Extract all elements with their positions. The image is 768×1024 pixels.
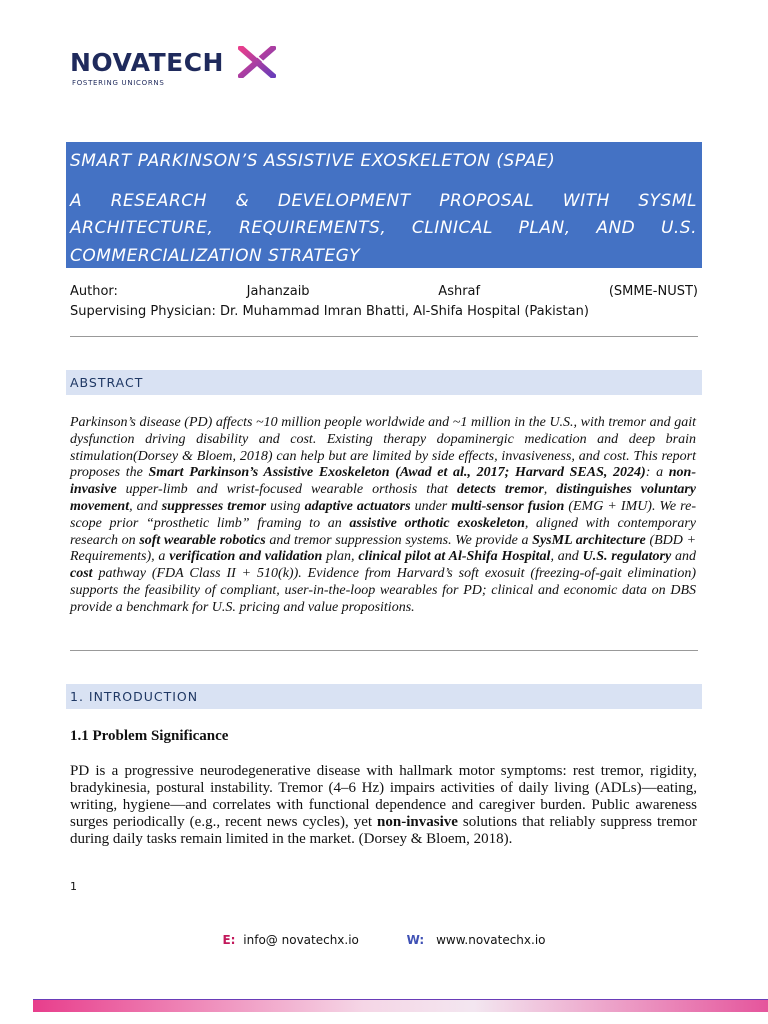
email-link[interactable]: info@ novatechx.io: [243, 933, 359, 947]
introduction-heading: 1. INTRODUCTION: [66, 684, 702, 709]
website-link[interactable]: www.novatechx.io: [436, 933, 546, 947]
introduction-text: PD is a progressive neurodegenerative disease with hallmark motor symptoms: rest tremor, rigidity, bradykinesia, postural instability. Tremor (4–6 Hz) impairs activities of daily living (ADLs)—eating, writing, hygiene—and correlates with functional dependence and caregiver burden. Public awareness surges periodically (e.g., recent news cycles), yet non-invasive solutions that reliably suppress tremor during daily tasks remain limited in the market. (Dorsey & Bloem, 2018).: [70, 763, 697, 847]
author-last-name: Ashraf: [438, 284, 481, 299]
author-first-name: Jahanzaib: [246, 284, 310, 299]
x-gradient-icon: [238, 46, 276, 78]
footer-contact: [0, 933, 768, 947]
email-label: E:: [222, 933, 236, 947]
problem-significance-heading: 1.1 Problem Significance: [70, 728, 229, 744]
logo-wordmark: NOVATECH: [70, 48, 224, 77]
document-subtitle: A RESEARCH & DEVELOPMENT PROPOSAL WITH SYSML ARCHITECTURE, REQUIREMENTS, CLINICAL PLAN, AND U.S. COMMERCIALIZATION STRATEGY: [70, 190, 697, 266]
footer-gradient-bar: [33, 999, 768, 1012]
supervisor-line: Supervising Physician: Dr. Muhammad Imran Bhatti, Al-Shifa Hospital (Pakistan): [70, 304, 589, 319]
company-logo: [70, 46, 290, 90]
footer-bar-edge: [33, 999, 768, 1000]
title-banner: [66, 142, 702, 268]
author-line: [70, 284, 698, 299]
author-affiliation: (SMME-NUST): [608, 284, 698, 299]
document-title: SMART PARKINSON’S ASSISTIVE EXOSKELETON (SPAE): [70, 151, 556, 171]
divider: [70, 650, 698, 651]
author-label: Author:: [70, 284, 118, 299]
abstract-heading: ABSTRACT: [66, 370, 702, 395]
abstract-text: Parkinson’s disease (PD) affects ~10 million people worldwide and ~1 million in the U.S., with tremor and gait dysfunction driving disability and cost. Existing therapy dopaminergic medication and deep brain stimulation(Dorsey & Bloem, 2018) can help but are limited by side effects, invasiveness, and cost. This report proposes the Smart Parkinson’s Assistive Exoskeleton (Awad et al., 2017; Harvard SEAS, 2024): a non-invasive upper-limb and wrist-focused wearable orthosis that detects tremor, distinguishes voluntary movement, and suppresses tremor using adaptive actuators under multi-sensor fusion (EMG + IMU). We re-scope prior “prosthetic limb” framing to an assistive orthotic exoskeleton, aligned with contemporary research on soft wearable robotics and tremor suppression systems. We provide a SysML architecture (BDD + Requirements), a verification and validation plan, clinical pilot at Al-Shifa Hospital, and U.S. regulatory and cost pathway (FDA Class II + 510(k)). Evidence from Harvard’s soft exosuit (freezing-of-gait elimination) supports the feasibility of compliant, user-in-the-loop wearables for PD; clinical and economic data on DBS provide a benchmark for U.S. pricing and value propositions.: [70, 415, 697, 615]
logo-tagline: FOSTERING UNICORNS: [72, 79, 165, 87]
web-label: W:: [406, 933, 425, 947]
page-number: 1: [70, 880, 77, 893]
divider: [70, 336, 698, 337]
